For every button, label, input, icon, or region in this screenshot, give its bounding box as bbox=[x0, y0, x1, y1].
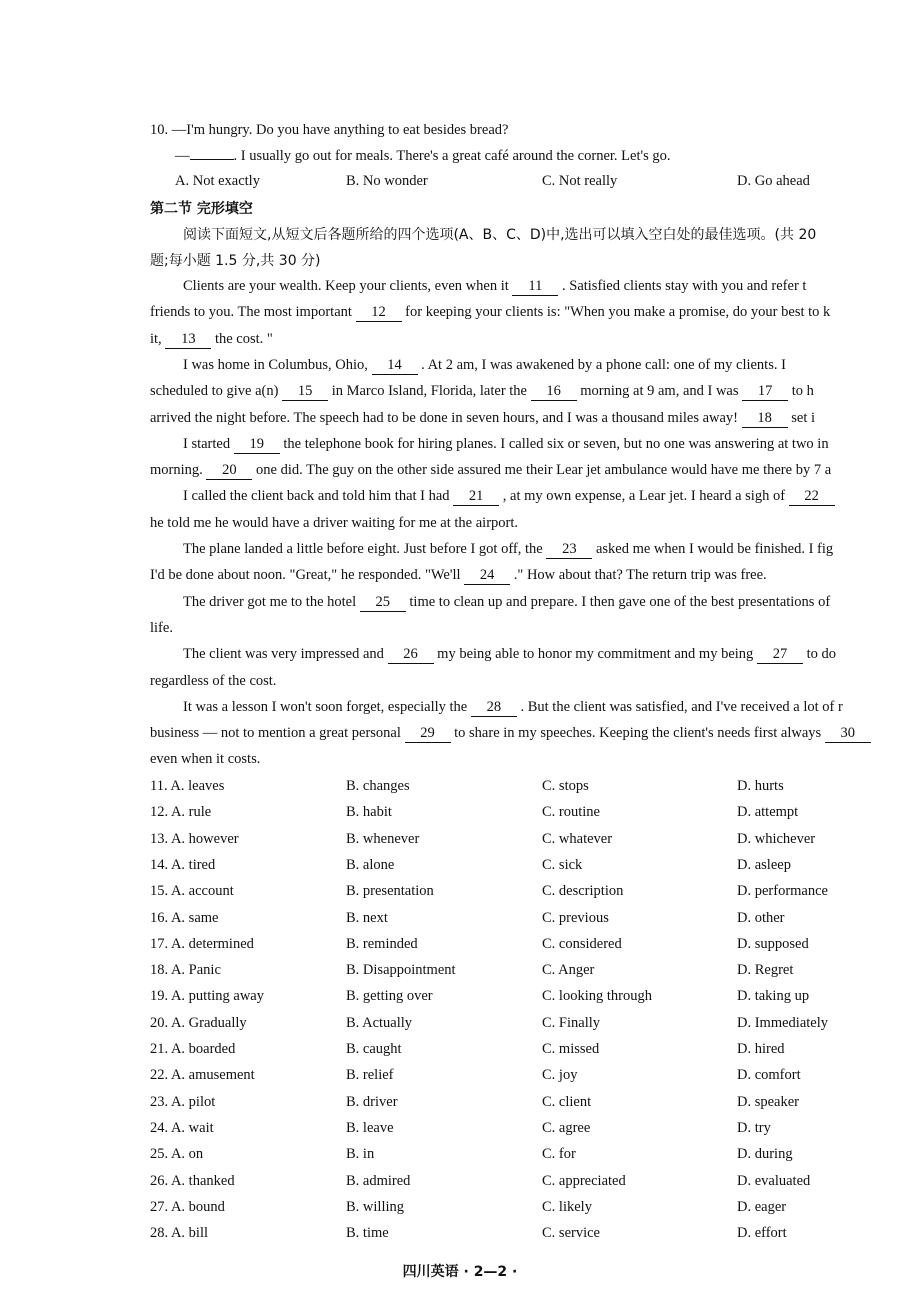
choice-option: D. performance bbox=[737, 883, 828, 900]
choice-option: B. changes bbox=[346, 778, 410, 794]
q10-question: 10. —I'm hungry. Do you have anything to eat besides bread? bbox=[150, 122, 509, 138]
passage-text: to do bbox=[802, 646, 836, 663]
cloze-blank: 11 bbox=[512, 277, 558, 296]
choice-option: 13. A. however bbox=[150, 830, 239, 847]
passage-text: morning at 9 am, and I was bbox=[576, 383, 743, 400]
q10-option: B. No wonder bbox=[346, 173, 428, 189]
passage-line bbox=[150, 672, 276, 690]
choice-option: C. considered bbox=[542, 935, 622, 952]
choice-option: C. previous bbox=[542, 909, 609, 926]
passage-text: my being able to honor my commitment and my being bbox=[433, 646, 757, 663]
passage-text: morning. bbox=[150, 462, 207, 479]
cloze-blank: 12 bbox=[356, 303, 402, 322]
passage-text: The plane landed a little before eight. Just before I got off, the bbox=[183, 541, 547, 557]
choice-option: 27. A. bound bbox=[150, 1198, 225, 1215]
passage-line bbox=[183, 593, 830, 612]
choice-option: D. evaluated bbox=[737, 1172, 811, 1189]
choice-option: 21. A. boarded bbox=[150, 1041, 236, 1057]
cloze-blank: 30 bbox=[825, 724, 871, 743]
choice-row bbox=[0, 857, 920, 877]
cloze-blank: 19 bbox=[234, 435, 280, 454]
choice-row bbox=[0, 1173, 920, 1193]
passage-text: asked me when I would be finished. I fig bbox=[592, 541, 834, 557]
choice-option: 15. A. account bbox=[150, 883, 234, 900]
cloze-blank: 29 bbox=[405, 724, 451, 743]
passage-line bbox=[183, 645, 836, 664]
cloze-blank: 15 bbox=[282, 382, 328, 401]
cloze-blank: 27 bbox=[757, 645, 803, 664]
passage-text: time to clean up and prepare. I then gave one of the best presentations of bbox=[405, 593, 831, 610]
choice-option: C. service bbox=[542, 1225, 600, 1242]
passage-text: . Satisfied clients stay with you and refer t bbox=[558, 278, 807, 294]
passage-text: friends to you. The most important bbox=[150, 304, 356, 321]
choice-row bbox=[0, 1041, 920, 1061]
cloze-blank: 25 bbox=[360, 593, 406, 612]
choice-option: B. alone bbox=[346, 856, 395, 873]
cloze-blank: 20 bbox=[206, 461, 252, 480]
passage-text: regardless of the cost. bbox=[150, 672, 277, 689]
choice-option: D. other bbox=[737, 909, 785, 926]
passage-line bbox=[150, 514, 518, 532]
choice-option: D. taking up bbox=[737, 988, 810, 1005]
passage-text: the cost. " bbox=[211, 330, 273, 347]
passage-line bbox=[150, 461, 831, 480]
passage-text: I started bbox=[183, 435, 234, 452]
choice-option: B. Actually bbox=[346, 1014, 413, 1031]
passage-text: business — not to mention a great personal bbox=[150, 725, 405, 742]
choice-option: D. hurts bbox=[737, 778, 784, 794]
choice-option: B. reminded bbox=[346, 935, 418, 952]
choice-option: 11. A. leaves bbox=[150, 778, 225, 794]
passage-text: I called the client back and told him that I had bbox=[183, 488, 454, 505]
cloze-blank: 26 bbox=[388, 645, 434, 664]
choice-option: 26. A. thanked bbox=[150, 1172, 235, 1189]
cloze-blank: 18 bbox=[742, 409, 788, 428]
passage-text: The driver got me to the hotel bbox=[183, 593, 360, 610]
passage-text: , at my own expense, a Lear jet. I heard a sigh of bbox=[499, 488, 789, 505]
choice-option: C. missed bbox=[542, 1041, 600, 1057]
choice-row bbox=[0, 962, 920, 982]
passage-line bbox=[183, 435, 829, 454]
choice-option: 14. A. tired bbox=[150, 856, 216, 873]
passage-line bbox=[183, 277, 806, 296]
page-footer: 四川英语 · 2—2 · bbox=[402, 1264, 518, 1280]
cloze-blank: 21 bbox=[453, 487, 499, 506]
section-title: 第二节 完形填空 bbox=[150, 201, 253, 217]
choice-option: C. whatever bbox=[542, 830, 613, 847]
choice-row bbox=[0, 883, 920, 903]
choice-option: D. Regret bbox=[737, 962, 794, 979]
choice-option: 12. A. rule bbox=[150, 804, 212, 821]
choice-option: D. speaker bbox=[737, 1093, 800, 1110]
choice-option: B. in bbox=[346, 1146, 375, 1163]
choice-row bbox=[0, 936, 920, 956]
cloze-blank: 14 bbox=[372, 356, 418, 375]
choice-option: 22. A. amusement bbox=[150, 1067, 255, 1084]
passage-line bbox=[150, 409, 815, 428]
section-instruction-1: 阅读下面短文,从短文后各题所给的四个选项(A、B、C、D)中,选出可以填入空白处的最佳选项。(共 20 bbox=[183, 227, 817, 243]
choice-option: 24. A. wait bbox=[150, 1119, 214, 1136]
cloze-blank: 28 bbox=[471, 698, 517, 717]
passage-text: scheduled to give a(n) bbox=[150, 383, 283, 400]
choice-option: B. willing bbox=[346, 1198, 405, 1215]
passage-line bbox=[150, 382, 814, 401]
passage-text: arrived the night before. The speech had to be done in seven hours, and I was a thousand miles away! bbox=[150, 409, 742, 426]
choice-option: 28. A. bill bbox=[150, 1225, 209, 1242]
choice-option: 20. A. Gradually bbox=[150, 1014, 247, 1031]
choice-option: C. looking through bbox=[542, 988, 652, 1005]
q10-response-text: . I usually go out for meals. There's a great café around the corner. Let's go. bbox=[233, 148, 671, 164]
passage-text: It was a lesson I won't soon forget, especially the bbox=[183, 698, 471, 715]
choice-option: D. supposed bbox=[737, 935, 809, 952]
choice-row bbox=[0, 1094, 920, 1114]
passage-line bbox=[150, 303, 830, 322]
choice-option: C. Anger bbox=[542, 962, 595, 979]
choice-row bbox=[0, 1146, 920, 1166]
choice-option: B. admired bbox=[346, 1172, 411, 1189]
choice-row bbox=[0, 1067, 920, 1087]
choice-option: 18. A. Panic bbox=[150, 962, 221, 979]
cloze-blank: 23 bbox=[546, 540, 592, 559]
passage-line bbox=[183, 356, 786, 375]
choice-option: 19. A. putting away bbox=[150, 988, 264, 1005]
choice-option: B. getting over bbox=[346, 988, 433, 1005]
choice-option: B. leave bbox=[346, 1119, 394, 1136]
choice-row bbox=[0, 831, 920, 851]
choice-option: 16. A. same bbox=[150, 909, 219, 926]
passage-text: he told me he would have a driver waiting for me at the airport. bbox=[150, 514, 519, 531]
passage-text: in Marco Island, Florida, later the bbox=[328, 383, 531, 400]
q10-option: D. Go ahead bbox=[737, 173, 810, 189]
choice-option: D. effort bbox=[737, 1225, 787, 1242]
passage-line bbox=[150, 566, 767, 585]
q10-blank bbox=[190, 159, 234, 160]
passage-text: . At 2 am, I was awakened by a phone call: one of my clients. I bbox=[417, 356, 786, 373]
choice-option: B. presentation bbox=[346, 883, 434, 900]
q10-option: C. Not really bbox=[542, 173, 618, 189]
choice-row bbox=[0, 1015, 920, 1035]
choice-option: C. stops bbox=[542, 778, 589, 794]
choice-option: B. next bbox=[346, 909, 388, 926]
q10-option: A. Not exactly bbox=[175, 173, 260, 189]
choice-option: C. sick bbox=[542, 856, 583, 873]
choice-option: B. habit bbox=[346, 804, 392, 821]
choice-row bbox=[0, 778, 920, 798]
choice-row bbox=[0, 1120, 920, 1140]
choice-option: D. asleep bbox=[737, 856, 791, 873]
choice-option: C. routine bbox=[542, 804, 600, 821]
choice-row bbox=[0, 804, 920, 824]
passage-line bbox=[150, 750, 260, 768]
choice-option: B. caught bbox=[346, 1041, 402, 1057]
choice-row bbox=[0, 910, 920, 930]
cloze-blank: 17 bbox=[742, 382, 788, 401]
q10-dash: — bbox=[175, 148, 190, 164]
section-instruction-2: 题;每小题 1.5 分,共 30 分) bbox=[150, 253, 321, 269]
cloze-blank: 24 bbox=[464, 566, 510, 585]
choice-row bbox=[0, 1225, 920, 1245]
choice-option: 23. A. pilot bbox=[150, 1093, 216, 1110]
choice-option: B. Disappointment bbox=[346, 962, 456, 979]
choice-option: C. likely bbox=[542, 1198, 592, 1215]
passage-line bbox=[183, 540, 833, 559]
cloze-blank: 13 bbox=[165, 330, 211, 349]
choice-option: B. whenever bbox=[346, 830, 420, 847]
passage-line bbox=[183, 487, 835, 506]
cloze-blank: 22 bbox=[789, 487, 835, 506]
choice-row bbox=[0, 988, 920, 1008]
passage-text: to h bbox=[788, 383, 814, 400]
choice-option: 25. A. on bbox=[150, 1146, 204, 1163]
choice-option: C. Finally bbox=[542, 1014, 601, 1031]
choice-option: C. joy bbox=[542, 1067, 578, 1084]
choice-option: D. comfort bbox=[737, 1067, 801, 1084]
passage-text: Clients are your wealth. Keep your clients, even when it bbox=[183, 278, 513, 294]
choice-option: D. Immediately bbox=[737, 1014, 829, 1031]
passage-text: ." How about that? The return trip was free. bbox=[510, 567, 767, 584]
choice-option: B. relief bbox=[346, 1067, 394, 1084]
choice-option: C. for bbox=[542, 1146, 576, 1163]
choice-option: D. during bbox=[737, 1146, 793, 1163]
passage-line bbox=[150, 330, 273, 349]
choice-option: D. hired bbox=[737, 1041, 785, 1057]
q10-response bbox=[175, 147, 670, 165]
choice-option: B. driver bbox=[346, 1093, 398, 1110]
choice-option: D. try bbox=[737, 1119, 771, 1136]
passage-line bbox=[150, 724, 871, 743]
cloze-blank: 16 bbox=[531, 382, 577, 401]
passage-text: set i bbox=[787, 409, 816, 426]
passage-line bbox=[150, 619, 173, 637]
passage-text: even when it costs. bbox=[150, 751, 261, 768]
passage-text: I'd be done about noon. "Great," he responded. "We'll bbox=[150, 567, 465, 584]
passage-text: the telephone book for hiring planes. I called six or seven, but no one was answering at two in bbox=[279, 435, 829, 452]
passage-text: . But the client was satisfied, and I've received a lot of r bbox=[516, 698, 843, 715]
passage-text: for keeping your clients is: "When you make a promise, do your best to k bbox=[401, 304, 831, 321]
passage-text: I was home in Columbus, Ohio, bbox=[183, 356, 372, 373]
choice-option: C. client bbox=[542, 1093, 592, 1110]
choice-option: 17. A. determined bbox=[150, 935, 254, 952]
passage-text: life. bbox=[150, 619, 173, 636]
choice-option: D. whichever bbox=[737, 830, 816, 847]
passage-text: to share in my speeches. Keeping the client's needs first always bbox=[450, 725, 825, 742]
passage-text: it, bbox=[150, 330, 166, 347]
choice-option: C. appreciated bbox=[542, 1172, 626, 1189]
passage-text: one did. The guy on the other side assured me their Lear jet ambulance would have me there by 7 a bbox=[252, 462, 832, 479]
choice-option: C. agree bbox=[542, 1119, 591, 1136]
choice-option: D. attempt bbox=[737, 804, 799, 821]
choice-option: B. time bbox=[346, 1225, 389, 1242]
choice-option: C. description bbox=[542, 883, 624, 900]
choice-row bbox=[0, 1199, 920, 1219]
passage-line bbox=[183, 698, 843, 717]
passage-text: The client was very impressed and bbox=[183, 646, 388, 663]
choice-option: D. eager bbox=[737, 1198, 787, 1215]
